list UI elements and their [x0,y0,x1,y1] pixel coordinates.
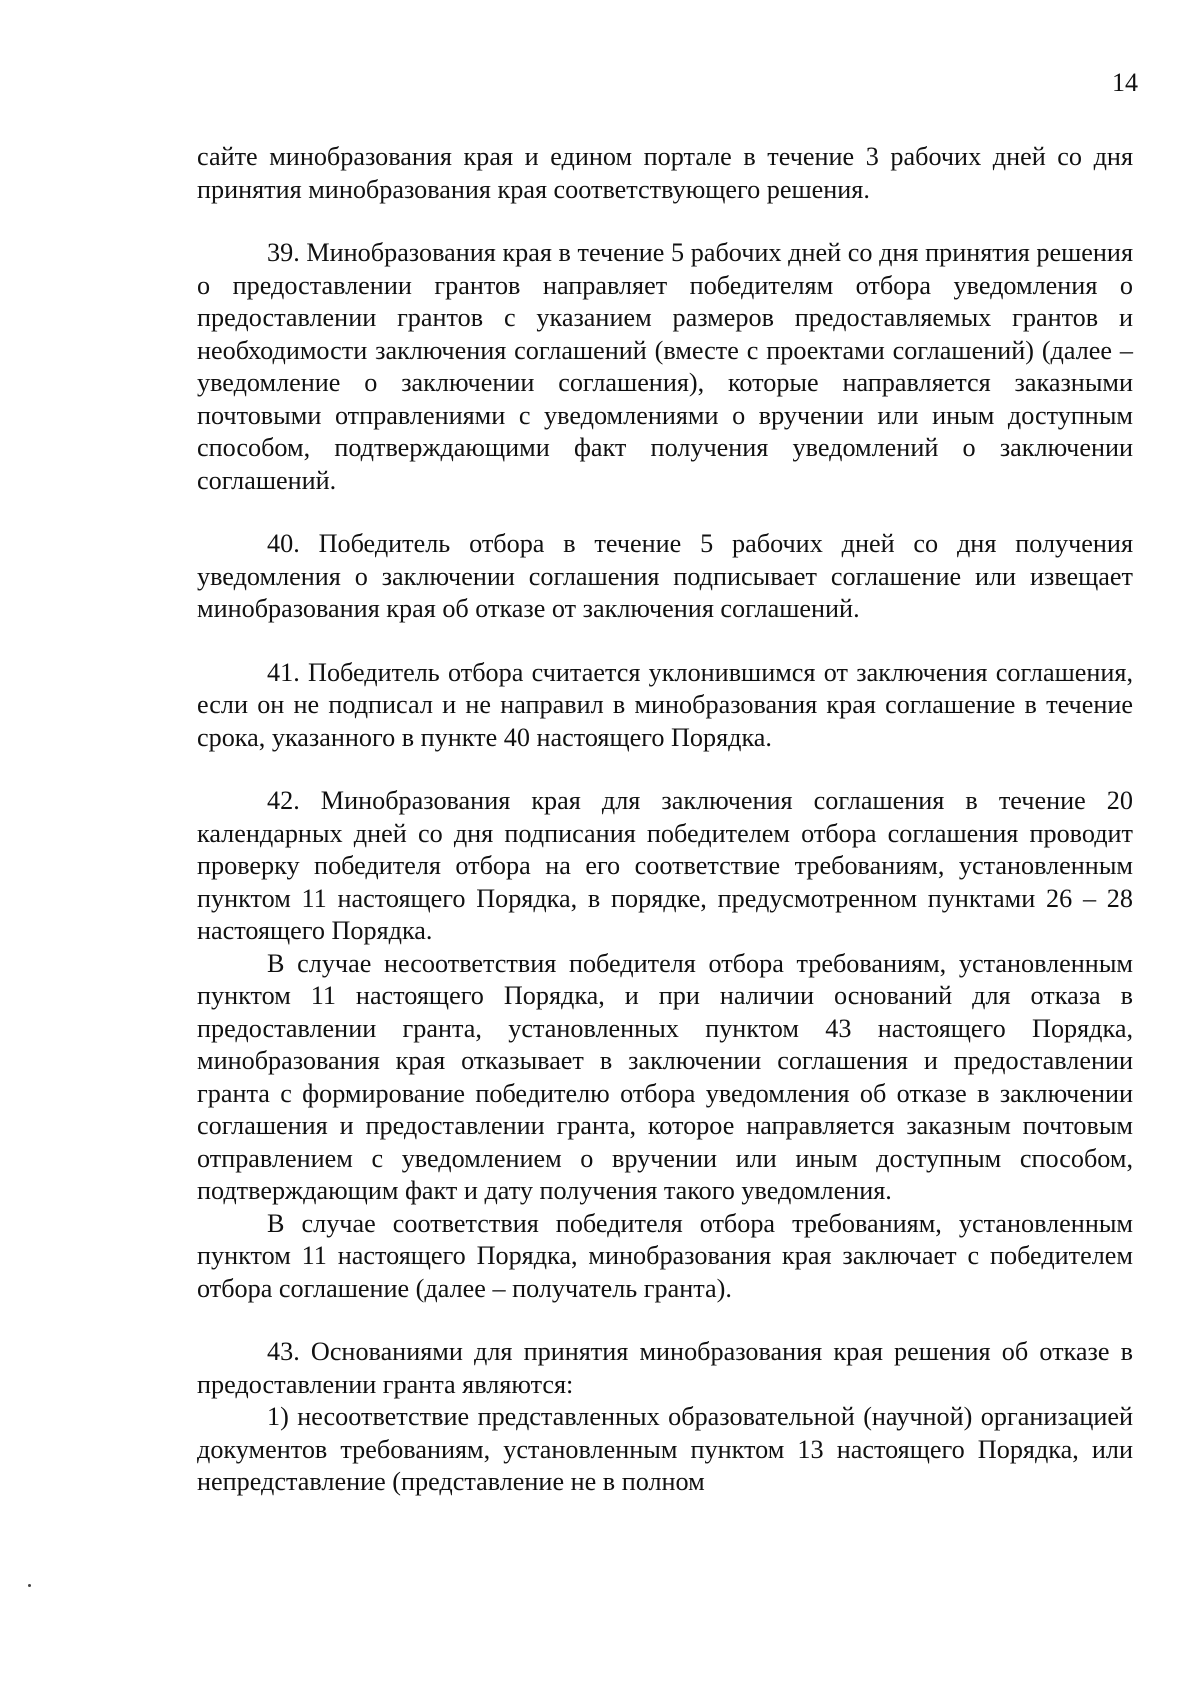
paragraph-continuation: сайте минобразования края и едином портале в течение 3 рабочих дней со дня принятия минобразования края соответствующего решения. [197,142,1133,204]
page-number: 14 [1112,68,1138,97]
paragraph-42-conformity: В случае соответствия победителя отбора требованиям, установленным пунктом 11 настоящего Порядка, минобразования края заключает с победителем отбора соглашение (далее – получатель гранта). [197,1208,1133,1303]
paragraph-39: 39. Минобразования края в течение 5 рабочих дней со дня принятия решения о предоставлении грантов направляет победителям отбора уведомления о предоставлении грантов с указанием размеров предоставляемых грантов и необходимости заключения соглашений (вместе с проектами соглашений) (далее – уведомление о заключении соглашения), которые направляется заказными почтовыми отправлениями с уведомлениями о вручении или иным доступным способом, подтверждающими факт получения уведомлений о заключении соглашений. [197,238,1133,495]
document-body [197,141,1133,1499]
paragraph-42: 42. Минобразования края для заключения соглашения в течение 20 календарных дней со дня подписания победителем отбора соглашения проводит проверку победителя отбора на его соответствие требованиям, установленным пунктом 11 настоящего Порядка, в порядке, предусмотренном пунктами 26 – 28 настоящего Порядка. [197,786,1133,945]
paragraph-42-nonconformity: В случае несоответствия победителя отбора требованиям, установленным пунктом 11 настоящего Порядка, и при наличии оснований для отказа в предоставлении гранта, установленных пунктом 43 настоящего Порядка, минобразования края отказывает в заключении соглашения и предоставлении гранта с формирование победителю отбора уведомления об отказе в заключении соглашения и предоставлении гранта, которое направляется заказным почтовым отправлением с уведомлением о вручении или иным доступным способом, подтверждающим факт и дату получения такого уведомления. [197,948,1133,1205]
scan-speck [28,1584,31,1587]
paragraph-43-item-1: 1) несоответствие представленных образовательной (научной) организацией документов требованиям, установленным пунктом 13 настоящего Порядка, или непредставление (представление не в полном [197,1402,1133,1496]
paragraph-43: 43. Основаниями для принятия минобразования края решения об отказе в предоставлении гранта являются: [197,1337,1133,1399]
paragraph-41: 41. Победитель отбора считается уклонившимся от заключения соглашения, если он не подписал и не направил в минобразования края соглашение в течение срока, указанного в пункте 40 настоящего Порядка. [197,657,1133,752]
paragraph-40: 40. Победитель отбора в течение 5 рабочих дней со дня получения уведомления о заключении соглашения подписывает соглашение или извещает минобразования края об отказе от заключения соглашений. [197,529,1133,623]
